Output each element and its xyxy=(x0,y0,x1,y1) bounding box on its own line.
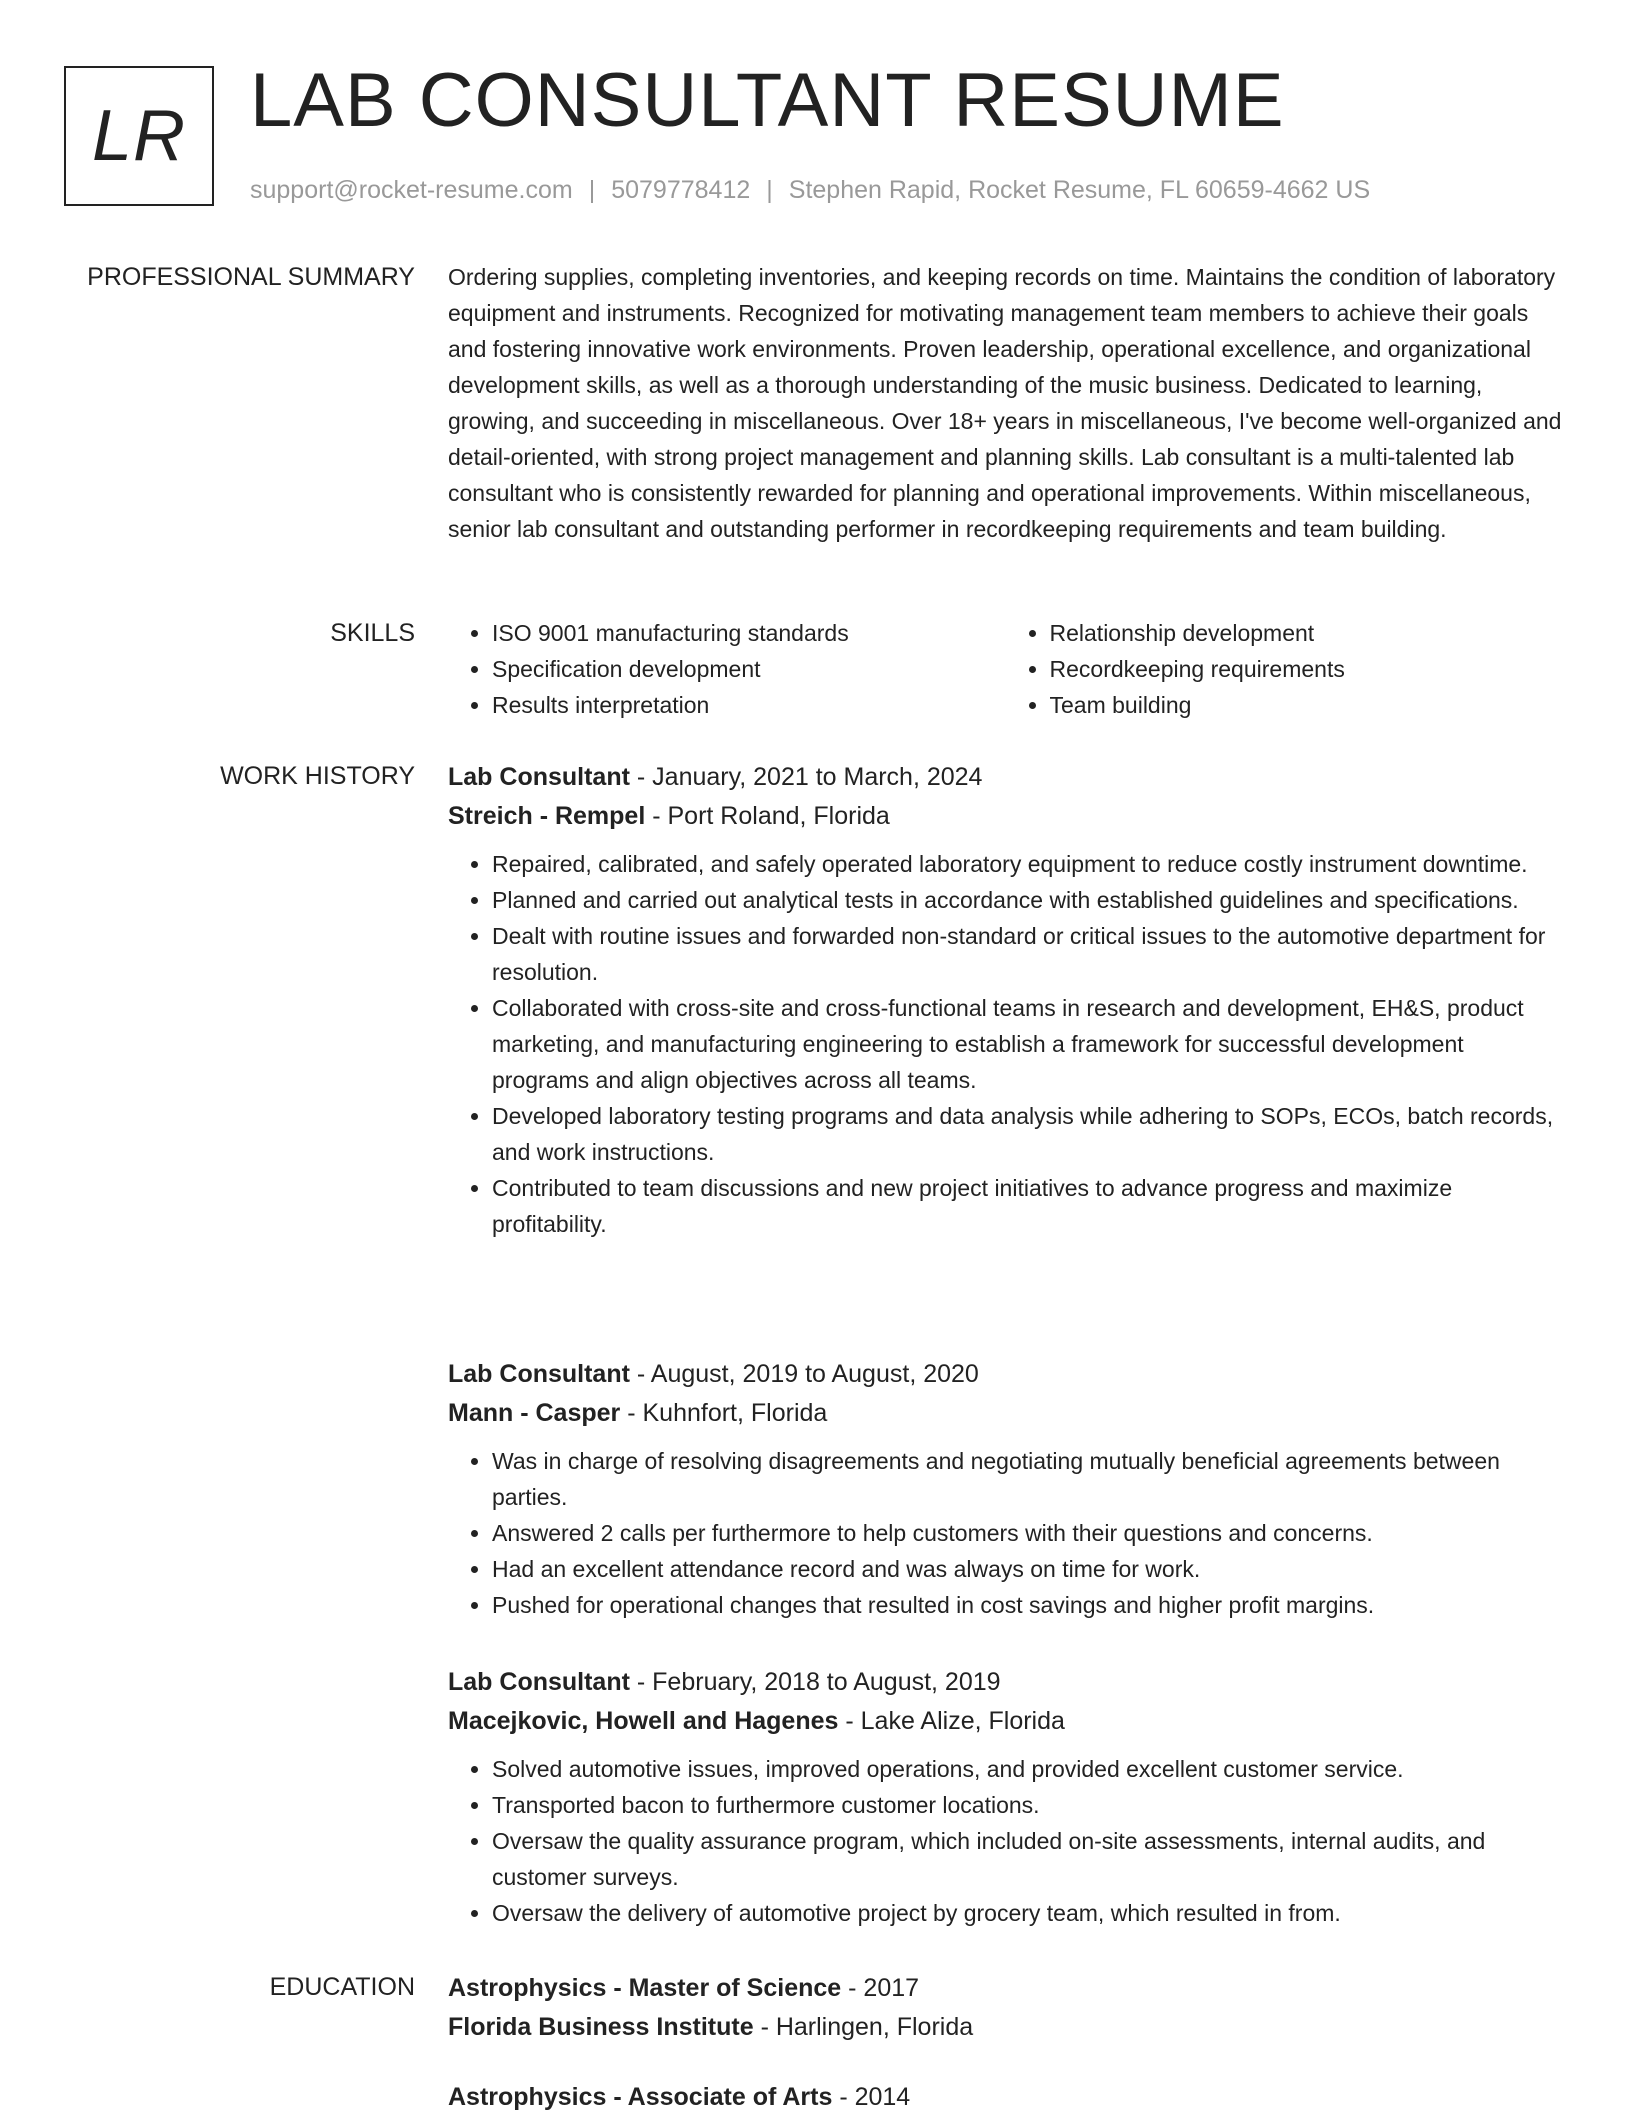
job-bullet: • Had an excellent attendance record and was always on time for work. xyxy=(492,1551,1563,1587)
contact-separator: | xyxy=(588,176,596,204)
job-bullet: • Collaborated with cross-site and cross-functional teams in research and development, EH&S, product marketing, and manufacturing engineering to establish a framework for successful development programs and align objectives across all teams. xyxy=(492,990,1563,1098)
work-history-body xyxy=(448,1663,1563,1931)
education-heading: EDUCATION xyxy=(269,1973,415,2001)
job-bullet: • Dealt with routine issues and forwarded non-standard or critical issues to the automotive department for resolution. xyxy=(492,918,1563,990)
job-bullets xyxy=(448,846,1563,1242)
job-company: Mann - Casper xyxy=(448,1399,621,1427)
job-title-line xyxy=(448,1663,1563,1702)
contact-address: Stephen Rapid, Rocket Resume, FL 60659-4662 US xyxy=(788,176,1371,204)
job-location: - Port Roland, Florida xyxy=(652,802,890,830)
education-school-line xyxy=(448,2008,1563,2047)
job-bullet: • Transported bacon to furthermore customer locations. xyxy=(492,1787,1563,1823)
job-bullet: • Contributed to team discussions and new project initiatives to advance progress and maximize profitability. xyxy=(492,1170,1563,1242)
job-company: Streich - Rempel xyxy=(448,802,646,830)
work-history-heading: WORK HISTORY xyxy=(220,762,415,790)
skill-item: • Recordkeeping requirements xyxy=(1050,651,1564,687)
skill-item: • Specification development xyxy=(492,651,1006,687)
skill-item: • Team building xyxy=(1050,687,1564,723)
job-bullet: • Answered 2 calls per furthermore to help customers with their questions and concerns. xyxy=(492,1515,1563,1551)
job-dates: - January, 2021 to March, 2024 xyxy=(636,763,983,791)
education-degree-line xyxy=(448,2078,1563,2117)
contact-phone: 5079778412 xyxy=(611,176,751,204)
summary-heading: PROFESSIONAL SUMMARY xyxy=(87,263,415,291)
job-title: Lab Consultant xyxy=(448,1668,630,1696)
monogram-logo: LR xyxy=(64,66,214,206)
job-bullet: • Was in charge of resolving disagreements and negotiating mutually beneficial agreements between parties. xyxy=(492,1443,1563,1515)
summary-text: Ordering supplies, completing inventories, and keeping records on time. Maintains the condition of laboratory equipment and instruments. Recognized for motivating management team members to achieve their goals and fostering innovative work environments. Proven leadership, operational excellence, and organizational development skills, as well as a thorough understanding of the music business. Dedicated to learning, growing, and succeeding in miscellaneous. Over 18+ years in miscellaneous, I've become well-organized and detail-oriented, with strong project management and planning skills. Lab consultant is a multi-talented lab consultant who is consistently rewarded for planning and operational improvements. Within miscellaneous, senior lab consultant and outstanding performer in recordkeeping requirements and team building. xyxy=(448,264,1562,542)
job-company-line xyxy=(448,1702,1563,1741)
skills-heading: SKILLS xyxy=(330,619,415,647)
contact-email[interactable]: support@rocket-resume.com xyxy=(250,176,573,204)
job-bullet: • Planned and carried out analytical tests in accordance with established guidelines and specifications. xyxy=(492,882,1563,918)
job-company-line xyxy=(448,797,1563,836)
education-location: - Harlingen, Florida xyxy=(760,2013,974,2041)
job-dates: - August, 2019 to August, 2020 xyxy=(636,1360,979,1388)
job-location: - Lake Alize, Florida xyxy=(845,1707,1065,1735)
job-bullet: • Oversaw the delivery of automotive project by grocery team, which resulted in from. xyxy=(492,1895,1563,1931)
work-history-section xyxy=(0,758,1632,1237)
work-history-body xyxy=(448,1355,1563,1623)
education-degree: Astrophysics - Master of Science xyxy=(448,1974,842,2002)
job-entry xyxy=(448,1355,1563,1623)
job-bullet: • Solved automotive issues, improved operations, and provided excellent customer service. xyxy=(492,1751,1563,1787)
skills-column-1 xyxy=(448,615,1006,723)
job-bullet: • Developed laboratory testing programs and data analysis while adhering to SOPs, ECOs, batch records, and work instructions. xyxy=(492,1098,1563,1170)
job-title-line xyxy=(448,758,1563,797)
job-company: Macejkovic, Howell and Hagenes xyxy=(448,1707,839,1735)
job-entry xyxy=(448,758,1563,1242)
education-section xyxy=(0,1969,1632,2111)
job-title: Lab Consultant xyxy=(448,1360,630,1388)
skill-item: • Relationship development xyxy=(1050,615,1564,651)
work-history-body xyxy=(448,758,1563,1242)
job-bullets xyxy=(448,1443,1563,1623)
resume-title: LAB CONSULTANT RESUME xyxy=(250,58,1285,143)
skills-body xyxy=(448,615,1563,723)
job-bullet: • Repaired, calibrated, and safely operated laboratory equipment to reduce costly instrument downtime. xyxy=(492,846,1563,882)
summary-body xyxy=(448,259,1563,547)
contact-separator: | xyxy=(766,176,773,204)
education-degree: Astrophysics - Associate of Arts xyxy=(448,2083,833,2111)
education-body xyxy=(448,1969,1563,2117)
skills-section xyxy=(0,615,1632,718)
education-year: - 2014 xyxy=(839,2083,911,2111)
job-title-line xyxy=(448,1355,1563,1394)
job-title: Lab Consultant xyxy=(448,763,630,791)
job-dates: - February, 2018 to August, 2019 xyxy=(636,1668,1001,1696)
education-year: - 2017 xyxy=(848,1974,920,2002)
job-entry xyxy=(448,1663,1563,1931)
job-bullets xyxy=(448,1751,1563,1931)
contact-line xyxy=(250,175,1370,205)
job-location: - Kuhnfort, Florida xyxy=(627,1399,828,1427)
job-bullet: • Oversaw the quality assurance program, which included on-site assessments, internal audits, and customer surveys. xyxy=(492,1823,1563,1895)
skill-item: • Results interpretation xyxy=(492,687,1006,723)
skills-column-2 xyxy=(1006,615,1564,723)
skill-item: • ISO 9001 manufacturing standards xyxy=(492,615,1006,651)
job-company-line xyxy=(448,1394,1563,1433)
education-degree-line xyxy=(448,1969,1563,2008)
summary-section xyxy=(0,259,1632,542)
education-school: Florida Business Institute xyxy=(448,2013,754,2041)
job-bullet: • Pushed for operational changes that resulted in cost savings and higher profit margins. xyxy=(492,1587,1563,1623)
